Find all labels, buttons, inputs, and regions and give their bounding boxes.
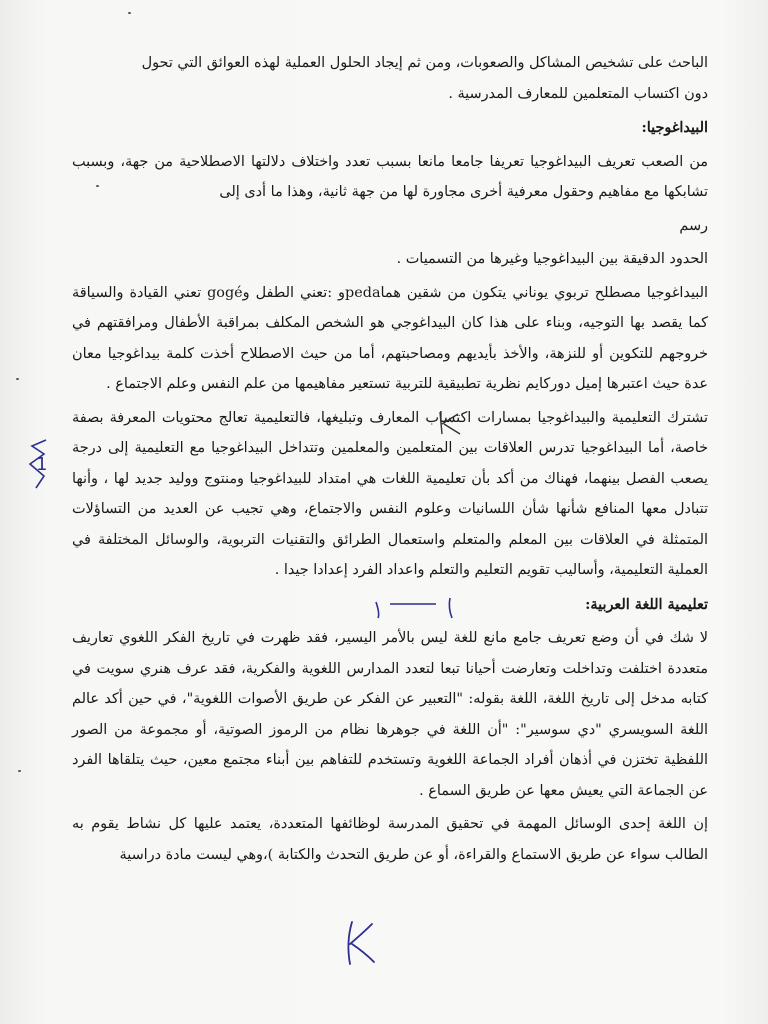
heading-arabic-language: تعليمية اللغة العربية: xyxy=(585,595,708,613)
heading-pedagogy: البيداغوجيا: xyxy=(641,119,708,136)
margin-mark-text: 1 xyxy=(36,454,48,475)
underline-stroke-mark xyxy=(372,592,462,622)
pedagogy-definition-paragraph: من الصعب تعريف البيداغوجيا تعريفا جامعا مانعا بسبب تعدد واختلاف دلالتها الاصطلاحية من جهة، وبسبب تشابكها مع مفاهيم وحقول معرفية أخرى مجاورة لها من جهة ثانية، وهذا ما أدى إلى xyxy=(72,153,708,200)
boundaries-line: الحدود الدقيقة بين البيداغوجيا وغيرها من التسميات . xyxy=(396,251,708,267)
text-check-mark xyxy=(436,410,466,438)
handwritten-signature-k xyxy=(340,918,380,968)
scan-speck xyxy=(16,378,19,380)
scan-speck xyxy=(128,12,131,14)
etymology-paragraph: البيداغوجيا مصطلح تربوي يوناني يتكون من شقين هماpedaو :تعني الطفل وgogé تعني القيادة والسياقة كما يقصد بها التوجيه، وبناء على هذا كان البيداغوجي هو الشخص المكلف بمراقبة الأطفال ومرافقتهم في خروجهم للتكوين أو للنزهة، والأخذ بأيديهم ومصاحبتهم، أما من حيث الاصطلاح أخذت كلمة بيداغوجيا معان عدة حيث اعتبرها إميل دوركايم نظرية تطبيقية للتربية تستعير مفاهيمها من علم النفس وعلم الاجتماع . xyxy=(72,284,709,392)
margin-bracket-mark xyxy=(22,436,58,492)
intro-paragraph xyxy=(72,48,708,109)
intro-line-1: الباحث على تشخيص المشاكل والصعوبات، ومن ثم إيجاد الحلول العملية لهذه العوائق التي تحول xyxy=(141,55,708,71)
word-rasm: رسم xyxy=(679,217,708,234)
school-paragraph: إن اللغة إحدى الوسائل المهمة في تحقيق المدرسة لوظائفها المتعددة، يعتمد عليها كل نشاط يقوم به الطالب سواء عن طريق الاستماع والقراءة، أو عن طريق التحدث والكتابة )،وهي ليست مادة دراسية xyxy=(72,816,708,863)
scan-speck xyxy=(18,770,21,772)
language-definition-paragraph: لا شك في أن وضع تعريف جامع مانع للغة ليس بالأمر اليسير، فقد ظهرت في تاريخ الفكر اللغوي تعاريف متعددة اختلفت وتداخلت وتعارضت أحيانا تبعا لتعدد المدارس اللغوية والفكرية، فقد عرف هنري سويت في كتابه مدخل إلى تاريخ اللغة، اللغة بقوله: "التعبير عن الفكر عن طريق الأصوات اللغوية"، في حين أكد عالم اللغة السويسري "دي سوسير": "أن اللغة في جوهرها نظام من الرموز الصوتية، أو مجموعة من الصور اللفظية تختزن في أذهان أفراد الجماعة اللغوية وتستخدم للتفاهم بين أبناء مجتمع معين، حيث يتلقاها الفرد عن الجماعة التي يعيش معها عن طريق السماع . xyxy=(72,630,708,799)
didactics-paragraph: تشترك التعليمية والبيداغوجيا بمسارات اكتساب المعارف وتبليغها، فالتعليمية تعالج محتويات المعرفة بصفة خاصة، أما البيداغوجيا تدرس العلاقات بين المتعلمين والمعلمين وتتداخل البيداغوجيا مع التعليمية إلى درجة يصعب الفصل بينهما، فهناك من أكد بأن تعليمية اللغات هي امتداد للبيداغوجيا ومنتوج ووليد جديد لها ، وأنها تتبادل معها المنافع شأنها شأن اللسانيات وعلوم النفس والاجتماع، وهي تجيب عن العديد من التساؤلات المتمثلة في العلاقات بين المعلم والمتعلم واستعمال الطرائق والتقنيات التربوية، والوسائل المختلفة في العملية التعليمية، وأساليب تقويم التعليم والتعلم واعداد الفرد إعدادا جيدا . xyxy=(72,409,708,578)
document-body xyxy=(72,48,708,873)
intro-line-2: دون اكتساب المتعلمين للمعارف المدرسية . xyxy=(448,85,708,102)
